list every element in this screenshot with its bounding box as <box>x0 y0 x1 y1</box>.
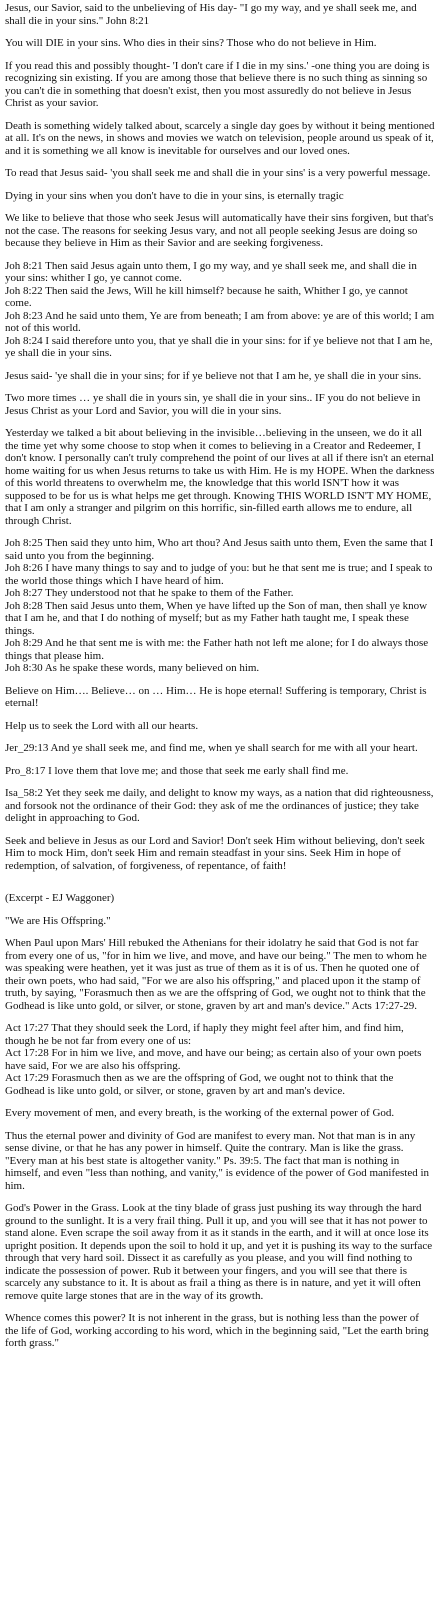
scripture-verse: Joh 8:24 I said therefore unto you, that ye shall die in your sins: for if ye believe not that I am he, ye shall die in your sins. <box>5 334 433 359</box>
scripture-verse: Act 17:28 For in him we live, and move, and have our being; as certain also of your own poets have said, For we are also his offspring. <box>5 1047 422 1072</box>
scripture-verse: Joh 8:22 Then said the Jews, Will he kill himself? because he saith, Whither I go, ye cannot come. <box>5 284 408 309</box>
paragraph: God's Power in the Grass. Look at the tiny blade of grass just pushing its way through the hard ground to the sunlight. It is a very frail thing. Pull it up, and you will see that it has not power to stand alone. Even scrape the soil away from it as it stands in the earth, and it will at once lose its upright position. It depends upon the soil to hold it up, and yet it is pushing its way to the surface through that very hard soil. Dissect it as carefully as you please, and you will find nothing to indicate the possession of power. Rub it between your fingers, and you will see that there is scarcely any substance to it. It is about as frail a thing as there is in nature, and yet it will often remove quite large stones that are in the way of its growth. <box>5 1202 433 1302</box>
paragraph: Death is something widely talked about, scarcely a single day goes by without it being mentioned at all. It's on the news, in shows and movies we watch on television, people around us speak of it, and it is something we all know is inevitable for ourselves and our loved ones. <box>5 119 435 157</box>
scripture-block <box>5 1022 435 1097</box>
paragraph: Every movement of men, and every breath, is the working of the external power of God. <box>5 1107 395 1119</box>
scripture-verse: Act 17:27 That they should seek the Lord, if haply they might feel after him, and find him, though he be not far from every one of us: <box>5 1022 404 1047</box>
paragraph: You will DIE in your sins. Who dies in their sins? Those who do not believe in Him. <box>5 37 377 49</box>
paragraph: Believe on Him…. Believe… on … Him… He is hope eternal! Suffering is temporary, Christ is eternal! <box>5 684 427 709</box>
paragraph: Thus the eternal power and divinity of God are manifest to every man. Not that man is in any sense divine, or that he has any power in himself. Quite the contrary. Man is like the grass. "Every man at his best state is altogether vanity." Ps. 39:5. The fact that man is nothing in himself, and even "less than nothing, and vanity," is evidence of the power of God manifested in him. <box>5 1129 430 1192</box>
paragraph: Yesterday we talked a bit about believing in the invisible…believing in the unseen, we do it all the time yet why some choose to stop when it comes to believing in a Creator and Redeemer, I don't know. I personally can't truly comprehend the point of our lives at all if there isn't an eternal home waiting for us when Jesus returns to take us with Him. He is my HOPE. When the darkness of this world threatens to overwhelm me, the knowledge that this world ISN'T how it was supposed to be for us is what helps me get through. Knowing THIS WORLD ISN'T MY HOME, that I am only a stranger and pilgrim on this horrific, sin-filled earth allows me to endure, all through Christ. <box>5 427 435 527</box>
scripture-verse: Joh 8:21 Then said Jesus again unto them, I go my way, and ye shall seek me, and shall die in your sins: whither I go, ye cannot come. <box>5 259 417 284</box>
scripture-block <box>5 537 435 675</box>
paragraph: When Paul upon Mars' Hill rebuked the Athenians for their idolatry he said that God is not far from every one of us, "for in him we live, and move, and have our being." The men to whom he was speaking were heathen, yet it was just as true of them as it is of us. Then he quoted one of their own poets, who had said, "For we are also his offspring," and placed upon it the stamp of truth, by saying, "Forasmuch then as we are the offspring of God, we ought not to think that the Godhead is like unto gold, or silver, or stone, graven by art and man's device." Acts 17:27-29. <box>5 937 427 1012</box>
paragraph: Isa_58:2 Yet they seek me daily, and delight to know my ways, as a nation that did righteousness, and forsook not the ordinance of their God: they ask of me the ordinances of justice; they take delight in approaching to God. <box>5 787 434 824</box>
spacer <box>5 882 435 892</box>
paragraph: Dying in your sins when you don't have to die in your sins, is eternally tragic <box>5 189 344 202</box>
paragraph: Pro_8:17 I love them that love me; and those that seek me early shall find me. <box>5 764 349 777</box>
paragraph: Seek and believe in Jesus as our Lord and Savior! Don't seek Him without believing, don't seek Him to mock Him, don't seek Him and remain steadfast in your sins. Seek Him in hope of redemption, of salvation, of forgiveness, of repentance, of faith! <box>5 834 425 872</box>
paragraph: Whence comes this power? It is not inherent in the grass, but is nothing less than the power of the life of God, working according to his word, which in the beginning said, "Let the earth bring forth grass." <box>5 1312 429 1349</box>
excerpt-attribution: (Excerpt - EJ Waggoner) <box>5 892 115 904</box>
scripture-verse: Joh 8:30 As he spake these words, many believed on him. <box>5 662 260 674</box>
scripture-verse: Joh 8:28 Then said Jesus unto them, When ye have lifted up the Son of man, then shall ye know that I am he, and that I do nothing of myself; but as my Father hath taught me, I speak these things. <box>5 599 428 637</box>
paragraph: If you read this and possibly thought- 'I don't care if I die in my sins.' -one thing you are doing is recognizing sin existing. If you are among those that believe there is no such thing as sinning so you can't die in something that doesn't exist, then you most assuredly do not believe in Jesus Christ as your savior. <box>5 59 430 109</box>
scripture-verse: Joh 8:25 Then said they unto him, Who art thou? And Jesus saith unto them, Even the same that I said unto you from the beginning. <box>5 537 434 562</box>
scripture-verse: Joh 8:26 I have many things to say and to judge of you: but he that sent me is true; and I speak to the world those things which I have heard of him. <box>5 562 433 587</box>
scripture-block <box>5 260 435 360</box>
scripture-verse: Joh 8:27 They understood not that he spake to them of the Father. <box>5 587 294 599</box>
scripture-verse: Act 17:29 Forasmuch then as we are the offspring of God, we ought not to think that the Godhead is like unto gold, or silver, or stone, graven by art and man's device. <box>5 1072 394 1097</box>
paragraph: We like to believe that those who seek Jesus will automatically have their sins forgiven, but that's not the case. The reasons for seeking Jesus vary, and not all people seeking Jesus are doing so because they believe in Him as their Savior and are seeking forgiveness. <box>5 212 434 249</box>
paragraph: Jesus, our Savior, said to the unbelieving of His day- "I go my way, and ye shall seek me, and shall die in your sins." John 8:21 <box>5 2 417 27</box>
scripture-verse: Joh 8:29 And he that sent me is with me: the Father hath not left me alone; for I do always those things that please him. <box>5 637 429 662</box>
paragraph: Jer_29:13 And ye shall seek me, and find me, when ye shall search for me with all your heart. <box>5 742 418 754</box>
paragraph: Two more times … ye shall die in yours sin, ye shall die in your sins.. IF you do not believe in Jesus Christ as your Lord and Savior, you will die in your sins. <box>5 392 421 417</box>
paragraph: Jesus said- 'ye shall die in your sins; for if ye believe not that I am he, ye shall die in your sins. <box>5 369 422 382</box>
scripture-verse: Joh 8:23 And he said unto them, Ye are from beneath; I am from above: ye are of this world; I am not of this world. <box>5 309 435 334</box>
excerpt-title: "We are His Offspring." <box>5 914 111 927</box>
paragraph: Help us to seek the Lord with all our hearts. <box>5 719 199 732</box>
paragraph: To read that Jesus said- 'you shall seek me and shall die in your sins' is a very powerful message. <box>5 167 431 179</box>
